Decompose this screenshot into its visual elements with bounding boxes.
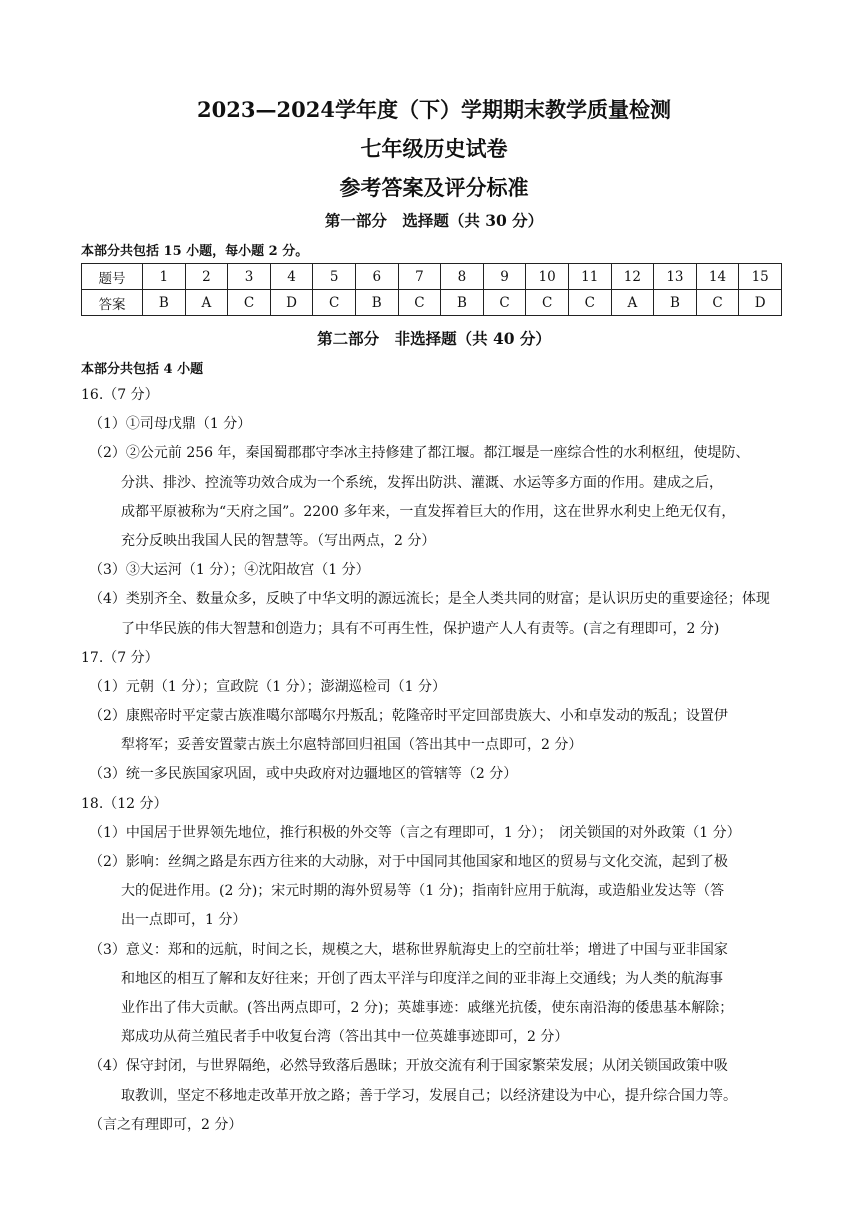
answer-cell: D [739, 290, 782, 316]
answer-cell: C [228, 290, 271, 316]
question-number: 7 [398, 264, 441, 290]
answer-continuation: 取教训，坚定不移地走改革开放之路；善于学习，发展自己；以经济建设为中心，提升综合国力等。 [121, 1087, 737, 1104]
answer-continuation: 成都平原被称为“天府之国”。2200 多年来，一直发挥着巨大的作用，这在世界水利史上绝无仅有， [121, 503, 736, 520]
answer-continuation: 和地区的相互了解和友好往来；开创了西太平洋与印度洋之间的亚非海上交通线；为人类的航海事 [121, 970, 723, 987]
answer-item: （1）元朝（1 分）；宣政院（1 分）；澎湖巡检司（1 分） [89, 678, 446, 695]
answer-continuation: 充分反映出我国人民的智慧等。（写出两点，2 分） [121, 532, 436, 549]
answer-continuation: 分洪、排沙、控流等功效合成为一个系统，发挥出防洪、灌溉、水运等多方面的作用。建成之后， [121, 474, 723, 491]
answer-cell: A [185, 290, 228, 316]
answer-cell: A [611, 290, 654, 316]
answer-cell: C [696, 290, 739, 316]
question-number-row [82, 264, 782, 290]
answer-item: （3）③大运河（1 分）；④沈阳故宫（1 分） [89, 562, 370, 579]
answer-body [81, 381, 791, 1140]
answer-key-title: 参考答案及评分标准 [339, 175, 529, 200]
answer-continuation: 业作出了伟大贡献。(答出两点即可，2 分)；英雄事迹：戚继光抗倭，使东南沿海的倭患基本解除； [121, 999, 734, 1016]
question-number: 12 [611, 264, 654, 290]
question-number: 14 [696, 264, 739, 290]
answer-cell: C [568, 290, 611, 316]
answer-item: （2）康熙帝时平定蒙古族准噶尔部噶尔丹叛乱；乾隆帝时平定回部贵族大、小和卓发动的叛乱；设置伊 [89, 708, 728, 725]
part2-note: 本部分共包括 4 小题 [81, 362, 204, 377]
part1-heading: 第一部分 选择题（共 30 分） [324, 211, 544, 230]
question-number: 4 [270, 264, 313, 290]
answer-continuation: 犁将军；妥善安置蒙古族土尔扈特部回归祖国（答出其中一点即可，2 分） [121, 737, 583, 754]
question-number: 2 [185, 264, 228, 290]
answer-cell: C [483, 290, 526, 316]
answer-cell: C [526, 290, 569, 316]
answer-cell: D [270, 290, 313, 316]
answer-item: （4）保守封闭，与世界隔绝，必然导致落后愚昧；开放交流有利于国家繁荣发展；从闭关锁国政策中吸 [89, 1058, 728, 1075]
question-number: 5 [313, 264, 356, 290]
question-number: 15 [739, 264, 782, 290]
question-number: 13 [654, 264, 697, 290]
exam-subtitle: 七年级历史试卷 [360, 136, 508, 161]
answer-cell: B [441, 290, 484, 316]
answer-item: （3）统一多民族国家巩固，或中央政府对边疆地区的管辖等（2 分） [89, 766, 518, 783]
choice-answer-table [81, 263, 782, 316]
answer-cell: B [355, 290, 398, 316]
question-number: 3 [228, 264, 271, 290]
question-number: 8 [441, 264, 484, 290]
exam-title: 2023—2024学年度（下）学期期末教学质量检测 [197, 97, 671, 122]
answer-continuation: 了中华民族的伟大智慧和创造力；具有不可再生性，保护遗产人人有责等。(言之有理即可，2 分) [121, 620, 720, 637]
answer-item: （1）①司母戊鼎（1 分） [89, 416, 252, 433]
answer-item: （2）②公元前 256 年，秦国蜀郡郡守李冰主持修建了都江堰。都江堰是一座综合性的水利枢纽，使堤防、 [89, 445, 750, 462]
question-heading: 17.（7 分） [81, 649, 159, 666]
question-number: 9 [483, 264, 526, 290]
answer-item: （4）类别齐全、数量众多，反映了中华文明的源远流长；是全人类共同的财富；是认识历史的重要途径；体现 [89, 591, 770, 608]
question-heading: 16.（7 分） [81, 387, 159, 403]
answer-item: （1）中国居于世界领先地位，推行积极的外交等（言之有理即可，1 分）； 闭关锁国的对外政策（1 分） [89, 824, 741, 841]
part2-heading: 第二部分 非选择题（共 40 分） [317, 329, 551, 348]
question-heading: 18.（12 分） [81, 795, 168, 812]
answer-cell: B [654, 290, 697, 316]
answer-row [82, 290, 782, 316]
question-number: 11 [568, 264, 611, 290]
question-number: 1 [143, 264, 186, 290]
answer-cell: C [398, 290, 441, 316]
answer-continuation: 郑成功从荷兰殖民者手中收复台湾（答出其中一位英雄事迹即可，2 分） [121, 1029, 569, 1046]
answer-continuation: 出一点即可，1 分） [121, 912, 247, 929]
answer-item: （2）影响：丝绸之路是东西方往来的大动脉，对于中国同其他国家和地区的贸易与文化交流，起到了极 [89, 854, 728, 870]
row-label-answer: 答案 [82, 290, 143, 316]
part1-note: 本部分共包括 15 小题，每小题 2 分。 [81, 244, 309, 259]
question-number: 10 [526, 264, 569, 290]
question-number: 6 [355, 264, 398, 290]
answer-item: （言之有理即可，2 分） [89, 1116, 243, 1133]
answer-continuation: 大的促进作用。(2 分)；宋元时期的海外贸易等（1 分)；指南针应用于航海，或造船业发达等（答 [121, 883, 725, 900]
answer-item: （3）意义：郑和的远航，时间之长，规模之大，堪称世界航海史上的空前壮举；增进了中国与亚非国家 [89, 941, 728, 958]
answer-cell: C [313, 290, 356, 316]
answer-cell: B [143, 290, 186, 316]
row-label-number: 题号 [82, 264, 143, 290]
